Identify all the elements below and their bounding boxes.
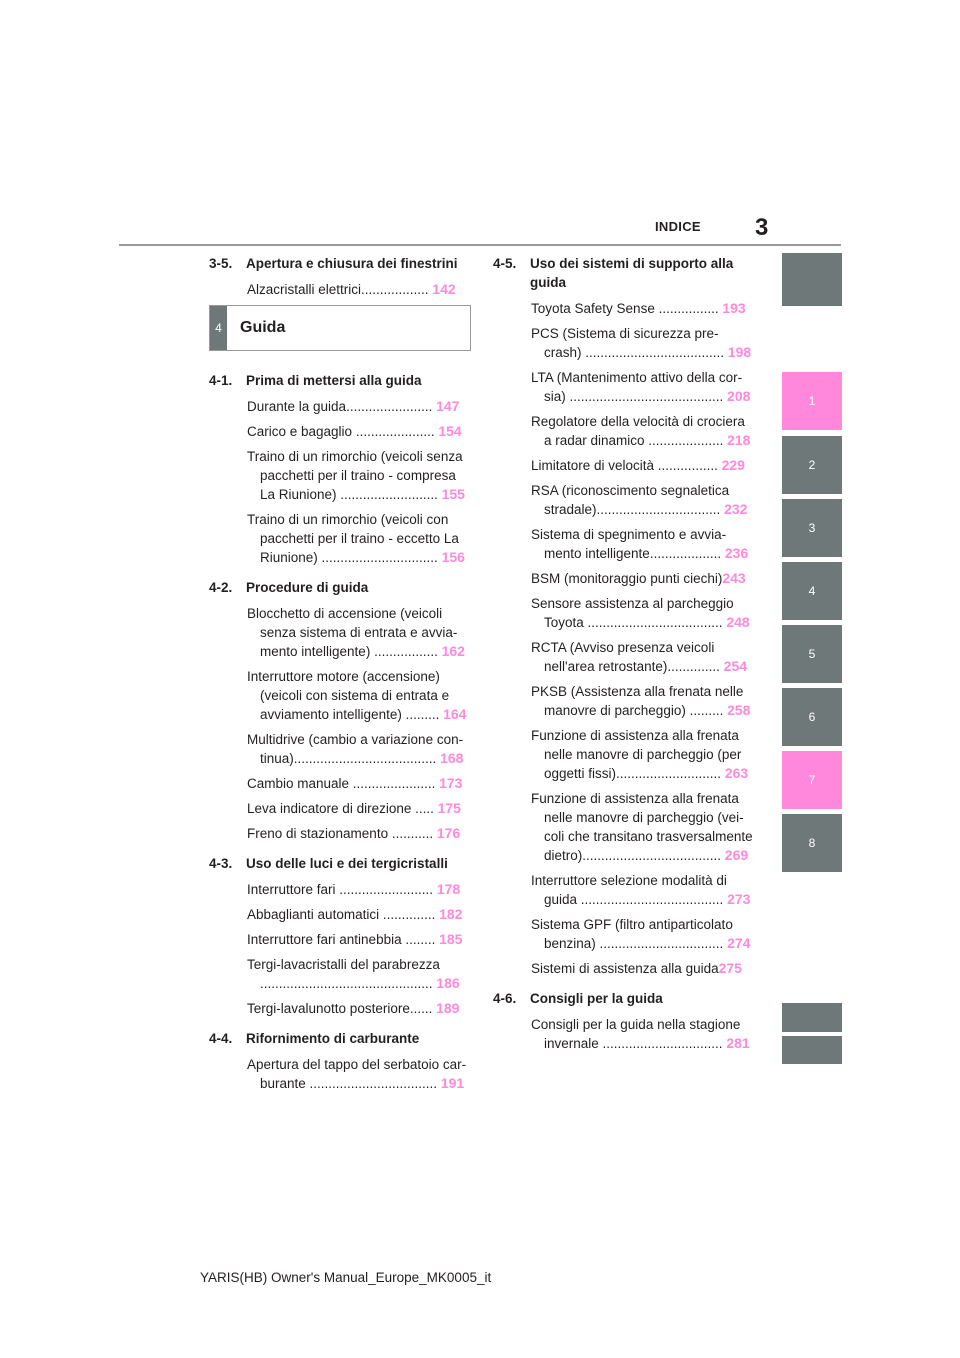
side-tab-blank-top [782,253,842,306]
toc-entry[interactable] [247,955,471,993]
toc-entry[interactable] [247,824,471,843]
side-tab-label: 3 [808,521,816,535]
toc-entry[interactable] [247,510,471,567]
entry-text: Sistemi di assistenza alla guida [531,961,719,976]
entry-page-link[interactable]: 254 [723,658,748,674]
entry-page-link[interactable]: 269 [724,847,749,863]
entry-page-link[interactable]: 162 [441,643,465,659]
entry-text: Regolatore della velocità di crociera a radar dinamico .................... [531,414,745,448]
side-tab-label: 7 [808,773,816,787]
entry-text: Carico e bagaglio ..................... [247,424,439,439]
toc-entry[interactable] [531,682,755,720]
entry-text: Interruttore motore (accensione) (veicoli con sistema di entrata e avviamento intelligente) ......... [247,669,450,722]
entry-page-link[interactable]: 175 [437,800,461,816]
entry-text: Cambio manuale ...................... [247,776,440,791]
entry-text: Interruttore fari antinebbia ........ [247,932,440,947]
side-tab-5[interactable] [782,625,842,683]
toc-entry[interactable] [247,397,471,416]
entry-page-link[interactable]: 155 [441,486,465,502]
toc-entry[interactable] [247,930,471,949]
entry-page-link[interactable]: 176 [436,825,461,841]
side-tab-blank-bottom-1 [782,1003,842,1032]
page-footer: YARIS(HB) Owner's Manual_Europe_MK0005_it [200,1270,492,1285]
section-number: 4-5. [493,256,517,271]
section-title: Uso dei sistemi di supporto alla guida [530,256,734,290]
entry-page-link[interactable]: 281 [726,1035,750,1051]
entry-page-link[interactable]: 142 [432,281,456,297]
entry-page-link[interactable]: 229 [721,457,745,473]
entry-page-link[interactable]: 275 [718,960,742,976]
toc-entry[interactable] [531,1015,755,1053]
entry-page-link[interactable]: 263 [724,765,749,781]
toc-entry[interactable] [247,905,471,924]
section-number: 3-5. [209,256,233,271]
side-tab-label: 6 [808,710,816,724]
entry-text: PCS (Sistema di sicurezza pre-crash) ..................................... [531,326,728,360]
entry-page-link[interactable]: 248 [726,614,750,630]
section-number: 4-3. [209,856,233,871]
toc-entry[interactable] [531,324,755,362]
toc-entry[interactable] [531,789,755,865]
entry-page-link[interactable]: 189 [436,1000,460,1016]
entry-page-link[interactable]: 273 [727,891,751,907]
toc-section-heading [209,854,471,873]
section-number: 4-6. [493,991,517,1006]
entry-page-link[interactable]: 274 [727,935,751,951]
toc-section-heading [209,578,471,597]
entry-page-link[interactable]: 173 [439,775,463,791]
toc-section-heading [209,371,471,390]
entry-text: Traino di un rimorchio (veicoli senza pacchetti per il traino - compresa La Riunione) .......................... [247,449,463,502]
toc-entry[interactable] [247,280,471,299]
toc-entry[interactable] [531,456,755,475]
entry-page-link[interactable]: 156 [441,549,465,565]
entry-text: Sistema GPF (filtro antiparticolato benzina) ................................. [531,917,733,951]
toc-entry[interactable] [247,422,471,441]
entry-text: Funzione di assistenza alla frenata nelle manovre di parcheggio (per oggetti fissi)............................ [531,728,742,781]
section-title: Prima di mettersi alla guida [246,373,422,388]
toc-entry[interactable] [531,871,755,909]
entry-text: RCTA (Avviso presenza veicoli nell'area retrostante).............. [531,640,724,674]
toc-entry[interactable] [247,604,471,661]
toc-entry[interactable] [247,999,471,1018]
toc-entry[interactable] [531,959,755,978]
page-header-title: INDICE [655,219,701,234]
entry-text: Toyota Safety Sense ................ [531,301,723,316]
entry-page-link[interactable]: 154 [438,423,462,439]
toc-section-heading [493,989,755,1008]
entry-text: Apertura del tappo del serbatoio car-burante .................................. [247,1057,467,1091]
side-tab-3[interactable] [782,499,842,557]
toc-entry[interactable] [247,730,471,768]
entry-text: Abbaglianti automatici .............. [247,907,440,922]
entry-text: Funzione di assistenza alla frenata nelle manovre di parcheggio (vei-coli che transitano trasversalmente dietro)..................................... [531,791,753,863]
entry-page-link[interactable]: 218 [727,432,751,448]
entry-page-link[interactable]: 185 [439,931,463,947]
side-tab-7[interactable] [782,751,842,809]
entry-page-link[interactable]: 168 [440,750,464,766]
entry-page-link[interactable]: 258 [727,702,751,718]
side-tab-1[interactable] [782,372,842,430]
entry-text: Blocchetto di accensione (veicoli senza sistema di entrata e avvia-mento intelligente) ................. [247,606,458,659]
side-tab-label: 8 [808,836,816,850]
toc-entry[interactable] [247,1055,471,1093]
section-number: 4-1. [209,373,233,388]
section-title: Procedure di guida [246,580,369,595]
entry-page-link[interactable]: 164 [443,706,467,722]
toc-entry[interactable] [531,915,755,953]
side-tab-label: 4 [808,584,816,598]
toc-entry[interactable] [531,726,755,783]
page-number: 3 [755,214,769,241]
toc-entry[interactable] [531,638,755,676]
toc-section-heading [209,254,471,273]
section-title: Uso delle luci e dei tergicristalli [246,856,448,871]
side-tab-label: 5 [808,647,816,661]
entry-text: Consigli per la guida nella stagione invernale ................................ [531,1017,741,1051]
toc-entry[interactable] [531,594,755,632]
toc-entry[interactable] [531,368,755,406]
section-number: 4-2. [209,580,233,595]
entry-text: Alzacristalli elettrici.................. [247,282,433,297]
chapter-title: Guida [240,319,286,336]
entry-page-link[interactable]: 236 [724,545,749,561]
entry-page-link[interactable]: 208 [727,388,751,404]
side-tab-label: 2 [808,458,816,472]
entry-page-link[interactable]: 243 [722,570,746,586]
section-number: 4-4. [209,1031,233,1046]
entry-text: Interruttore fari ......................... [247,882,437,897]
entry-text: Tergi-lavalunotto posteriore...... [247,1001,437,1016]
toc-section-heading [493,254,755,292]
entry-text: Freno di stazionamento ........... [247,826,437,841]
entry-page-link[interactable]: 178 [436,881,461,897]
side-tab-6[interactable] [782,688,842,746]
toc-entry[interactable] [247,880,471,899]
entry-text: Sistema di spegnimento e avvia-mento intelligente................... [531,527,727,561]
side-tab-8[interactable] [782,814,842,872]
toc-entry[interactable] [531,299,755,318]
toc-entry[interactable] [531,569,755,588]
toc-left-column [209,254,471,1099]
side-tab-2[interactable] [782,436,842,494]
entry-text: Durante la guida....................... [247,399,437,414]
side-tab-blank-bottom-2 [782,1036,842,1064]
entry-page-link[interactable]: 191 [440,1075,465,1091]
side-tab-label: 1 [808,394,816,408]
section-title: Rifornimento di carburante [246,1031,420,1046]
entry-page-link[interactable]: 232 [724,501,748,517]
chapter-header [209,305,471,351]
entry-text: Limitatore di velocità ................ [531,458,722,473]
section-title: Apertura e chiusura dei finestrini [246,256,458,271]
toc-entry[interactable] [531,481,755,519]
entry-page-link[interactable]: 147 [436,398,460,414]
entry-text: Tergi-lavacristalli del parabrezza .............................................. [247,957,440,991]
header-divider [119,244,841,246]
section-title: Consigli per la guida [530,991,663,1006]
toc-entry[interactable] [247,799,471,818]
toc-entry[interactable] [247,447,471,504]
entry-text: PKSB (Assistenza alla frenata nelle manovre di parcheggio) ......... [531,684,744,718]
entry-page-link[interactable]: 186 [436,975,460,991]
entry-text: Sensore assistenza al parcheggio Toyota .................................... [531,596,734,630]
toc-right-column [493,254,755,1059]
entry-text: Multidrive (cambio a variazione con-tinua)...................................... [247,732,464,766]
toc-entry[interactable] [247,774,471,793]
entry-text: Interruttore selezione modalità di guida ...................................... [531,873,728,907]
entry-page-link[interactable]: 198 [727,344,752,360]
entry-page-link[interactable]: 193 [722,300,746,316]
toc-entry[interactable] [531,525,755,563]
entry-page-link[interactable]: 182 [439,906,463,922]
entry-text: Traino di un rimorchio (veicoli con pacchetti per il traino - eccetto La Riunione) ............................... [247,512,459,565]
entry-text: LTA (Mantenimento attivo della cor-sia) ......................................... [531,370,743,404]
entry-text: RSA (riconoscimento segnaletica stradale)................................. [531,483,730,517]
entry-text: BSM (monitoraggio punti ciechi) [531,571,723,586]
side-tab-4[interactable] [782,562,842,620]
entry-text: Leva indicatore di direzione ..... [247,801,438,816]
toc-entry[interactable] [531,412,755,450]
chapter-number: 4 [210,306,227,350]
toc-section-heading [209,1029,471,1048]
toc-entry[interactable] [247,667,471,724]
